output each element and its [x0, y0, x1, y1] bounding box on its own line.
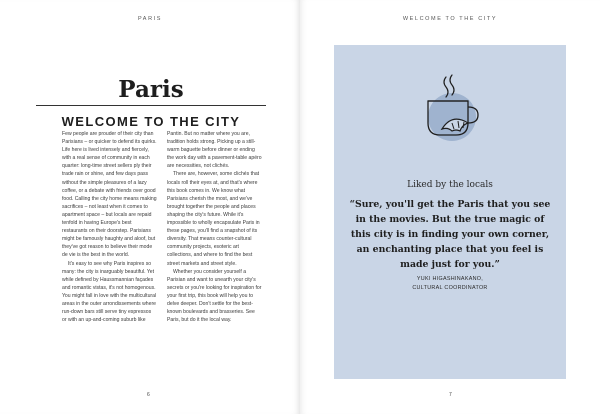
running-head-left: PARIS	[137, 16, 163, 22]
attribution-role: CULTURAL COORDINATOR	[412, 285, 488, 291]
body-paragraph: Whether you consider yourself a Parisian and want to unearth your city's secrets or you're looking for inspiration for your first trip, this book will help you to delve deeper. Don't settle for the best-known boulevards and brasseries. See Paris, but do it the local way.	[167, 268, 262, 324]
body-column-2	[167, 130, 262, 324]
attribution-name: YUKI HIGASHINAKANO,	[416, 276, 484, 282]
body-columns	[62, 130, 262, 324]
pull-quote: “Sure, you'll get the Paris that you see in the movies. But the true magic of this city is in finding your own corner, an enchanting place that you feel is made just for you.”	[349, 199, 551, 270]
running-head-right: WELCOME TO THE CITY	[402, 16, 498, 22]
page-number-right: 7	[449, 392, 452, 398]
title-rule	[36, 105, 266, 106]
chapter-title-block	[36, 78, 266, 129]
body-paragraph: It's easy to see why Paris inspires so many: the city is inarguably beautiful. Yet while defined by Haussmannian façades and romantic vistas, it's not homogenous. You might fall in love with the multicultural areas in the outer arrondissements where run-down bars still serve tiny espressos or with an up-and-coming suburb like	[62, 260, 157, 324]
page-number-left: 6	[147, 392, 150, 398]
body-paragraph: Pantin. But no matter where you are, tradition holds strong. Picking up a still-warm baguette before dinner or ending the work day with a pavement-table apéro are necessities, not clichés.	[167, 131, 262, 170]
body-column-1	[62, 130, 157, 324]
coffee-croissant-icon	[418, 67, 482, 147]
chapter-title: Paris	[118, 76, 184, 103]
callout-title: Liked by the locals	[407, 180, 493, 190]
chapter-subtitle: WELCOME TO THE CITY	[61, 114, 241, 129]
body-paragraph: There are, however, some clichés that locals roll their eyes at, and that's where this book comes in. We know what Parisians cherish the most, and we've brought together the people and places shaping the city's future. While it's impossible to wholly encapsulate Paris in these pages, you'll find a snapshot of its diversity. That means counter-cultural community projects, esoteric art collections, and where to find the best street markets and street style.	[167, 171, 260, 267]
callout-panel	[334, 45, 566, 379]
body-paragraph: Few people are prouder of their city than Parisians – or quicker to defend its quirks. Life here is lived intensely and fiercely, with a real sense of community in each quarter: long-time street sellers ply their trade rain or shine, and few days pass without the simple pleasures of a lazy coffee, or a debate with friends over good food. Calling the city home means making sacrifices – not least when it comes to apartment space – but locals are repaid tenfold in having Europe's best restaurants on their doorstep. Parisians might be famously haughty and aloof, but they've got reason to believe their mode de vie is the best in the world.	[62, 131, 157, 259]
right-page	[300, 0, 600, 414]
quote-attribution	[334, 275, 566, 293]
